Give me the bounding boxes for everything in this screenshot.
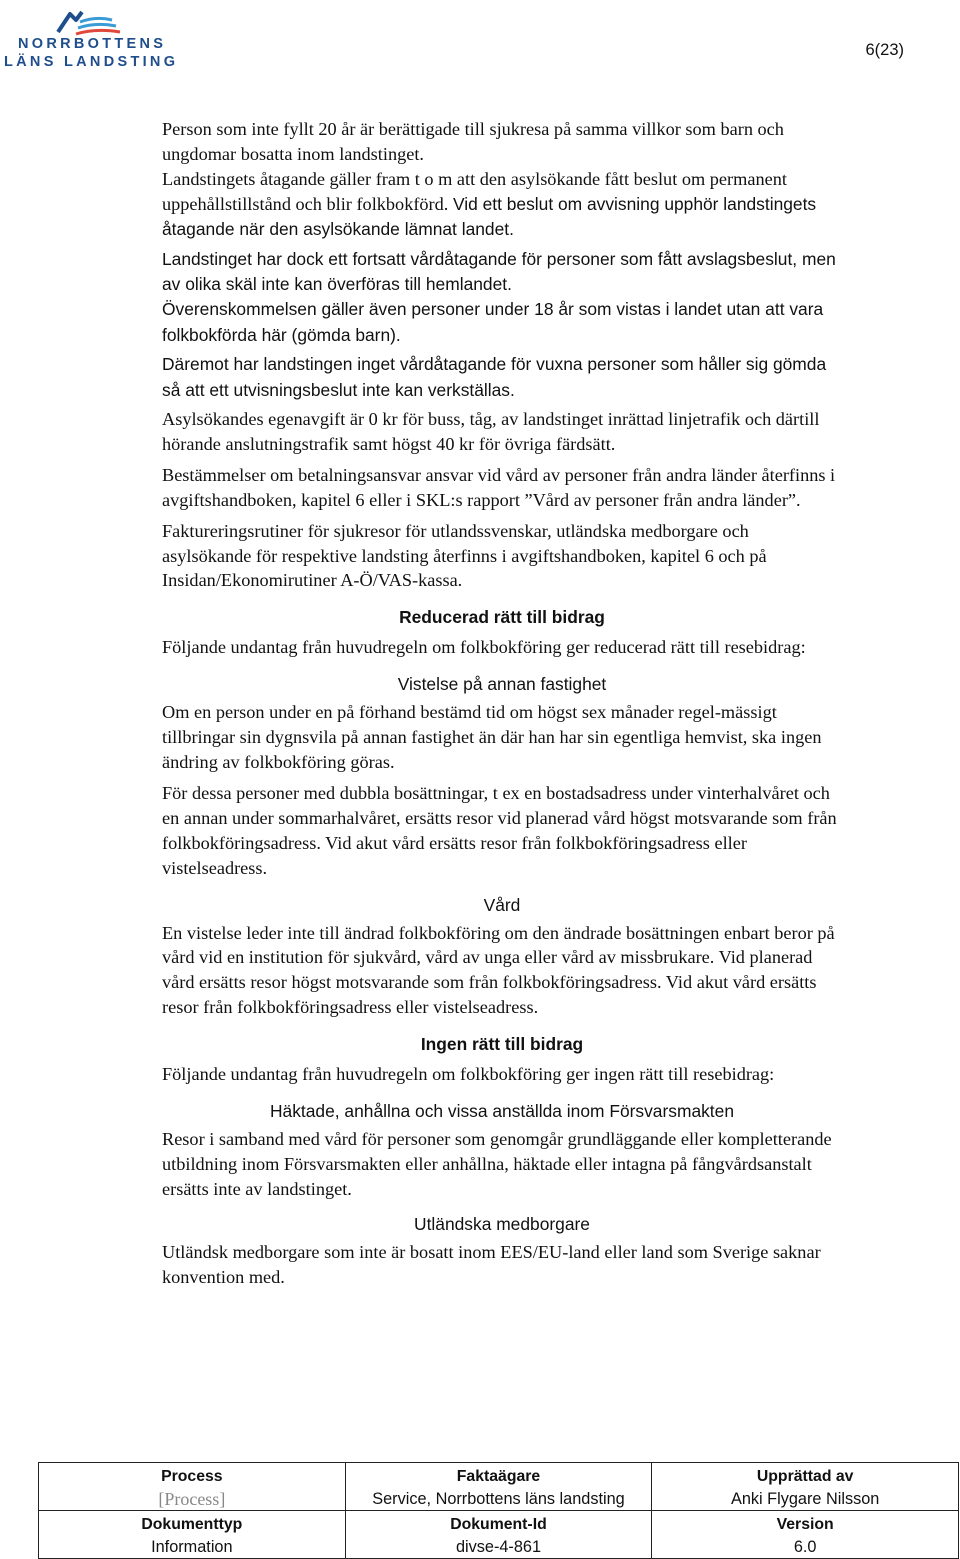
footer-doctype-label: Dokumenttyp	[141, 1516, 243, 1533]
paragraph-reduced-intro: Följande undantag från huvudregeln om folkbokföring ger reducerad rätt till resebidrag:	[162, 637, 806, 658]
footer-cell-version	[652, 1511, 959, 1559]
paragraph-invoicing: Faktureringsrutiner för sjukresor för utlandssvenskar, utländska medborgare och asylsökande för respektive landsting återfinns i avgiftshandboken, kapitel 6 och på Insidan/Ekonomirutiner A-Ö/VAS-kassa.	[162, 520, 767, 591]
heading-no-right: Ingen rätt till bidrag	[420, 1034, 584, 1055]
page-number: 6(23)	[865, 41, 904, 59]
footer-row-1	[39, 1463, 959, 1511]
footer-owner-label: Faktaägare	[456, 1468, 541, 1485]
footer-process-label: Process	[161, 1468, 223, 1485]
footer-owner-value: Service, Norrbottens läns landsting	[372, 1490, 625, 1508]
paragraph-no-right-intro: Följande undantag från huvudregeln om folkbokföring ger ingen rätt till resebidrag:	[162, 1064, 775, 1085]
heading-stay-other-property: Vistelse på annan fastighet	[397, 674, 607, 695]
logo-text-line1: NORRBOTTENS	[18, 36, 167, 52]
footer-cell-author	[652, 1463, 959, 1511]
footer-version-label: Version	[776, 1516, 834, 1533]
logo-text-line2: LÄNS LANDSTING	[4, 54, 179, 70]
footer-doctype-value: Information	[151, 1538, 233, 1556]
footer-author-label: Upprättad av	[756, 1468, 854, 1485]
paragraph-care-rule: En vistelse leder inte till ändrad folkbokföring om den ändrade bosättningen enbart beror på vård vid en institution för sjukvård, vård av unga eller vård av missbrukare. Vid planerad vård ersätts resor högst motsvarande som från folkbokföringsadress. Vid akut vård ersätts resor från folkbokföringsadress eller vistelseadress.	[162, 922, 835, 1018]
paragraph-asylum-commitment-b: Vid ett beslut om avvisning upphör landstingets åtagande när den asylsökande lämnat landet.	[162, 193, 817, 240]
paragraph-age-rule: Person som inte fyllt 20 år är berättigade till sjukresa på samma villkor som barn och ungdomar bosatta inom landstinget.	[162, 119, 784, 164]
document-footer-table	[38, 1462, 959, 1559]
paragraph-foreign-citizens-rule: Utländsk medborgare som inte är bosatt inom EES/EU-land eller land som Sverige saknar konvention med.	[162, 1241, 821, 1287]
document-body	[162, 117, 842, 1290]
footer-version-value: 6.0	[793, 1538, 817, 1556]
footer-author-value: Anki Flygare Nilsson	[730, 1490, 880, 1508]
footer-cell-docid	[345, 1511, 652, 1559]
paragraph-hidden-adults: Däremot har landstingen inget vårdåtagande för vuxna personer som håller sig gömda så att ett utvisningsbeslut inte kan verkställas.	[162, 354, 827, 400]
paragraph-hidden-children: Överenskommelsen gäller även personer under 18 år som vistas i landet utan att vara folkbokförda här (gömda barn).	[162, 299, 824, 345]
heading-care: Vård	[483, 894, 521, 915]
logo-emblem-icon	[50, 6, 170, 38]
paragraph-asylum-commitment-a: Landstingets åtagande gäller fram t o m att den asylsökande fått beslut om permanent uppehållstillstånd och blir folkbokförd.	[162, 168, 787, 214]
paragraph-dual-residence: För dessa personer med dubbla bosättningar, t ex en bostadsadress under vinterhalvåret och en annan under sommarhalvåret, ersätts resor vid planerad vård högst motsvarande som från folkbokföringsadress. Vid akut vård ersätts resor från folkbokföringsadress eller vistelseadress.	[162, 782, 837, 878]
footer-cell-doctype	[39, 1511, 346, 1559]
paragraph-payment-responsibility: Bestämmelser om betalningsansvar ansvar vid vård av personer från andra länder återfinns i avgiftshandboken, kapitel 6 eller i SKL:s rapport ”Vård av personer från andra länder”.	[162, 464, 836, 510]
heading-reduced-right: Reducerad rätt till bidrag	[399, 607, 605, 628]
paragraph-stay-rule: Om en person under en på förhand bestämd tid om högst sex månader regel-mässigt tillbringar sin dygnsvila på annan fastighet än där han har sin egentliga hemvist, ska ingen ändring av folkbokföring göras.	[162, 702, 822, 773]
footer-docid-label: Dokument-Id	[450, 1516, 547, 1533]
paragraph-asylum-commitment	[162, 167, 842, 243]
heading-foreign-citizens: Utländska medborgare	[414, 1213, 590, 1234]
paragraph-continued-care: Landstinget har dock ett fortsatt vårdåtagande för personer som fått avslagsbeslut, men av olika skäl inte kan överföras till hemlandet.	[162, 248, 836, 294]
heading-detained: Häktade, anhållna och vissa anställda inom Försvarsmakten	[270, 1101, 734, 1122]
footer-process-value: [Process]	[158, 1489, 226, 1509]
footer-cell-process	[39, 1463, 346, 1511]
paragraph-detained-rule: Resor i samband med vård för personer som genomgår grundläggande eller kompletterande utbildning inom Försvarsmakten eller anhållna, häktade eller intagna på fångvårdsanstalt ersätts inte av landstinget.	[162, 1129, 832, 1199]
footer-cell-owner	[345, 1463, 652, 1511]
paragraph-asylum-fee: Asylsökandes egenavgift är 0 kr för buss, tåg, av landstinget inrättad linjetrafik och därtill hörande anslutningstrafik samt högst 40 kr för övriga färdsätt.	[162, 408, 820, 454]
footer-row-2	[39, 1511, 959, 1559]
footer-docid-value: divse-4-861	[455, 1538, 542, 1556]
organization-logo	[4, 6, 179, 70]
